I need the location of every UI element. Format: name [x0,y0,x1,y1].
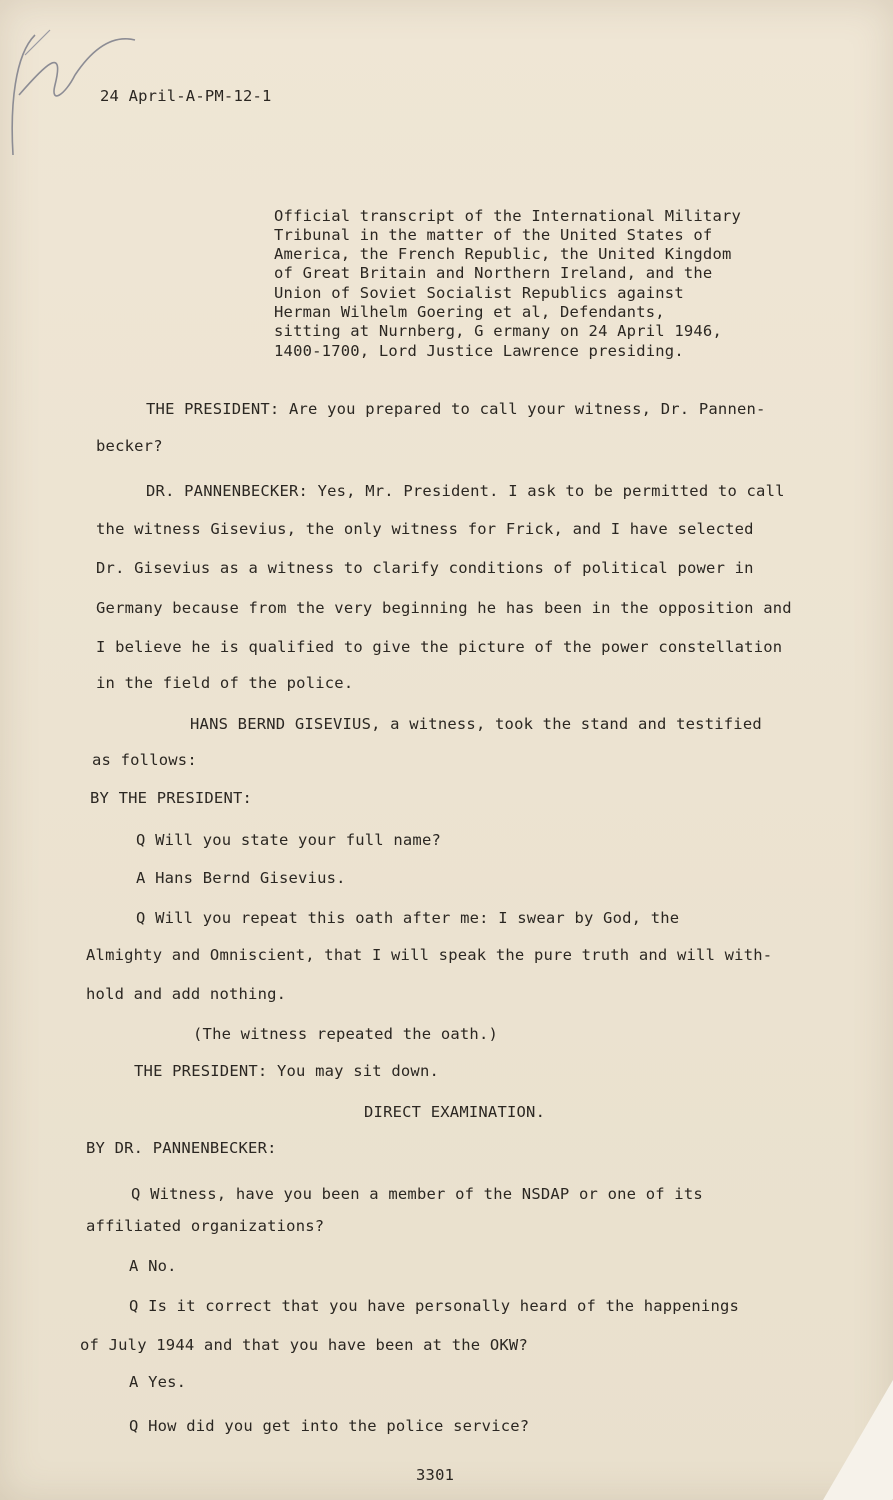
transcript-line: as follows: [92,751,197,769]
header-line: sitting at Nurnberg, G ermany on 24 April 1946, [274,322,722,340]
transcript-line: BY THE PRESIDENT: [90,789,253,807]
transcript-line: BY DR. PANNENBECKER: [86,1139,277,1157]
header-line: Tribunal in the matter of the United States of [274,226,713,244]
transcript-line: Q Is it correct that you have personally heard of the happenings [129,1297,740,1315]
transcript-line: Germany because from the very beginning he has been in the opposition and [96,599,792,617]
transcript-line: A Hans Bernd Gisevius. [136,869,346,887]
folded-corner [823,1380,893,1500]
transcript-line: I believe he is qualified to give the picture of the power constellation [96,638,783,656]
header-line: of Great Britain and Northern Ireland, and the [274,264,713,282]
section-heading: DIRECT EXAMINATION. [364,1103,546,1121]
transcript-line: Q How did you get into the police service? [129,1417,530,1435]
header-line: Official transcript of the International Military [274,207,742,225]
transcript-line: Q Will you state your full name? [136,831,442,849]
transcript-line: A No. [129,1257,177,1275]
header-line: 1400-1700, Lord Justice Lawrence presiding. [274,342,684,360]
header-line: Herman Wilhelm Goering et al, Defendants, [274,303,665,321]
transcript-line: THE PRESIDENT: You may sit down. [134,1062,440,1080]
transcript-line: of July 1944 and that you have been at the OKW? [80,1336,528,1354]
transcript-line: Q Witness, have you been a member of the NSDAP or one of its [131,1185,703,1203]
transcript-line: Dr. Gisevius as a witness to clarify conditions of political power in [96,559,754,577]
transcript-line: HANS BERND GISEVIUS, a witness, took the stand and testified [190,715,762,733]
transcript-line: A Yes. [129,1373,187,1391]
transcript-line: the witness Gisevius, the only witness for Frick, and I have selected [96,520,754,538]
transcript-line: Almighty and Omniscient, that I will speak the pure truth and will with- [86,946,773,964]
page-number: 3301 [416,1466,455,1484]
transcript-line: hold and add nothing. [86,985,287,1003]
transcript-line: THE PRESIDENT: Are you prepared to call your witness, Dr. Pannen- [146,400,766,418]
transcript-line: (The witness repeated the oath.) [193,1025,499,1043]
transcript-line: becker? [96,437,163,455]
transcript-line: DR. PANNENBECKER: Yes, Mr. President. I ask to be permitted to call [146,482,785,500]
transcript-line: Q Will you repeat this oath after me: I swear by God, the [136,909,680,927]
document-reference: 24 April-A-PM-12-1 [100,87,272,105]
header-line: America, the French Republic, the United Kingdom [274,245,732,263]
transcript-line: in the field of the police. [96,674,354,692]
transcript-line: affiliated organizations? [86,1217,325,1235]
header-line: Union of Soviet Socialist Republics against [274,284,684,302]
